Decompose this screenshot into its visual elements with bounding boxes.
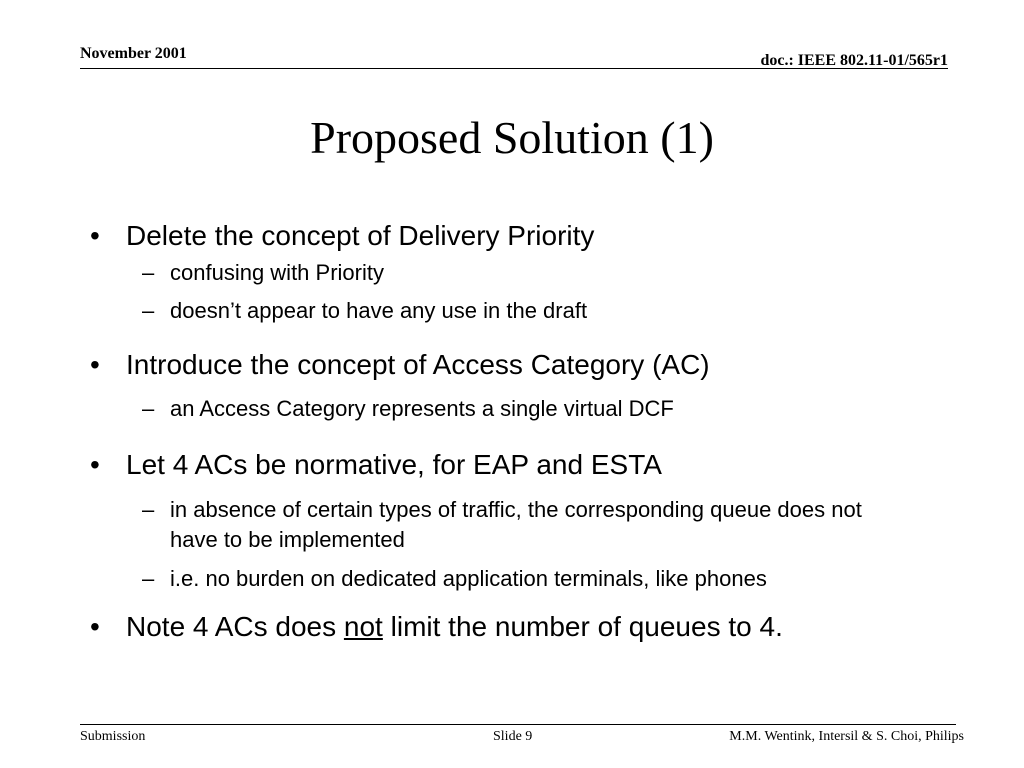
header-doc-id: doc.: IEEE 802.11-01/565r1 xyxy=(760,52,948,69)
bullet-1-sub-1 xyxy=(90,258,970,288)
bullet-3-sub-2-text: i.e. no burden on dedicated application terminals, like phones xyxy=(170,566,767,591)
bullet-4 xyxy=(90,609,970,645)
bullet-dot-icon: • xyxy=(90,220,100,251)
header-date: November 2001 xyxy=(80,45,187,62)
bullet-dot-icon: • xyxy=(90,449,100,480)
bullet-4-text-before: Note 4 ACs does xyxy=(126,611,344,642)
footer-slide-number: Slide 9 xyxy=(493,729,533,744)
bullet-4-text-underlined: not xyxy=(343,611,383,642)
bullet-1-text: Delete the concept of Delivery Priority xyxy=(126,220,595,251)
bullet-2-sub-1-text: an Access Category represents a single virtual DCF xyxy=(170,396,674,421)
bullet-1-sub-2-text: doesn’t appear to have any use in the draft xyxy=(170,298,588,323)
bullet-3-sub-2 xyxy=(90,564,870,594)
bullet-4-text-after: limit the number of queues to 4. xyxy=(382,611,783,642)
dash-icon: – xyxy=(142,497,155,522)
slide-body xyxy=(90,218,970,645)
bullet-2 xyxy=(90,347,970,383)
bullet-3-text: Let 4 ACs be normative, for EAP and ESTA xyxy=(126,449,662,480)
dash-icon: – xyxy=(142,260,155,285)
footer-authors: M.M. Wentink, Intersil & S. Choi, Philips xyxy=(729,729,964,744)
slide-title: Proposed Solution (1) xyxy=(310,112,714,163)
bullet-1 xyxy=(90,218,970,254)
footer-rule xyxy=(80,724,956,725)
bullet-3 xyxy=(90,447,970,483)
bullet-2-text: Introduce the concept of Access Category (AC) xyxy=(126,349,710,380)
bullet-3-sub-1 xyxy=(90,495,870,555)
footer-submission: Submission xyxy=(80,729,146,744)
dash-icon: – xyxy=(142,566,155,591)
header-rule xyxy=(80,68,948,69)
bullet-2-sub-1 xyxy=(90,394,970,424)
bullet-1-sub-2 xyxy=(90,296,970,326)
dash-icon: – xyxy=(142,396,155,421)
bullet-dot-icon: • xyxy=(90,611,100,642)
bullet-dot-icon: • xyxy=(90,349,100,380)
dash-icon: – xyxy=(142,298,155,323)
bullet-1-sub-1-text: confusing with Priority xyxy=(170,260,384,285)
bullet-3-sub-1-text: in absence of certain types of traffic, the corresponding queue does not have to be implemented xyxy=(170,497,862,552)
